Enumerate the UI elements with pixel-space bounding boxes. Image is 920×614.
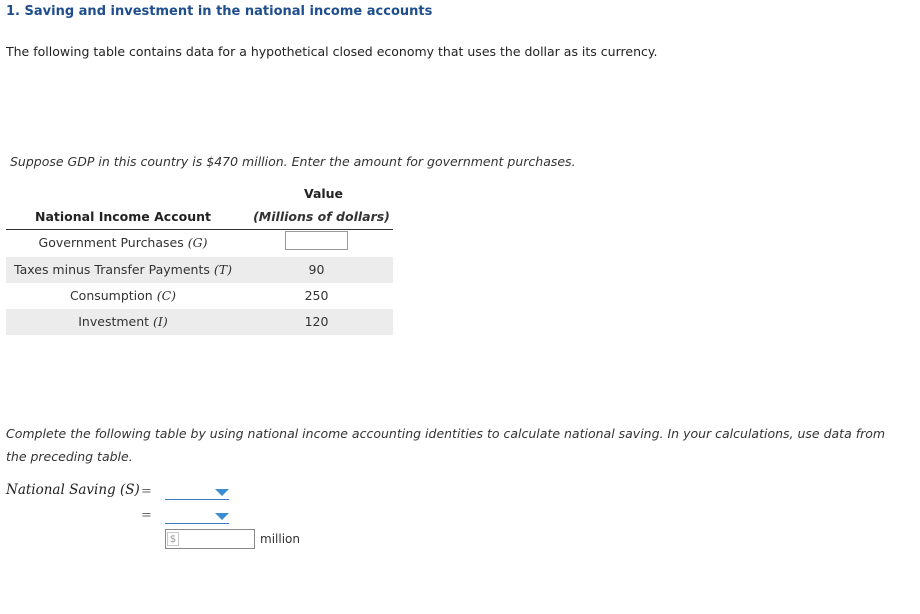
account-header: National Income Account (35, 209, 211, 224)
row-label (6, 257, 240, 283)
row-value: 250 (304, 288, 329, 303)
row-label-text: Consumption (69, 288, 153, 303)
dollar-sign-icon: $ (167, 532, 179, 546)
table-row-consumption (6, 283, 393, 309)
national-saving-amount-input[interactable] (165, 529, 255, 549)
chevron-down-icon (215, 489, 229, 496)
saving-values-dropdown[interactable] (165, 510, 229, 524)
table-row-government-purchases (6, 230, 393, 256)
row-label-text: Government Purchases (38, 235, 184, 250)
row-symbol: (T) (213, 262, 232, 277)
equals-sign-2: = (141, 508, 152, 523)
row-value: 90 (308, 262, 325, 277)
table-row-investment (6, 309, 393, 335)
row-label (6, 283, 240, 309)
row-label (6, 309, 240, 335)
saving-formula-dropdown[interactable] (165, 486, 229, 500)
row-symbol: (I) (153, 314, 168, 329)
gdp-prompt: Suppose GDP in this country is $470 million. Enter the amount for government purchases. (10, 154, 576, 169)
row-value: 120 (304, 314, 329, 329)
question-title: 1. Saving and investment in the national income accounts (6, 4, 433, 19)
row-label-text: Taxes minus Transfer Payments (14, 262, 210, 277)
table-row-taxes (6, 257, 393, 283)
chevron-down-icon (215, 513, 229, 520)
row-symbol: (G) (187, 235, 208, 250)
value-header: Value (303, 186, 344, 201)
row-label (6, 230, 240, 256)
unit-label: million (260, 532, 300, 546)
saving-prompt: Complete the following table by using national income accounting identities to calculate national saving. In your calculations, use data from the preceding table. (6, 426, 886, 464)
row-symbol: (C) (156, 288, 177, 303)
row-label-text: Investment (78, 314, 150, 329)
government-purchases-input[interactable] (285, 231, 348, 250)
intro-text: The following table contains data for a hypothetical closed economy that uses the dollar as its currency. (6, 44, 658, 59)
equals-sign-1: = (141, 484, 152, 499)
units-header: (Millions of dollars) (253, 209, 390, 224)
national-saving-label: National Saving (S) (6, 482, 140, 498)
